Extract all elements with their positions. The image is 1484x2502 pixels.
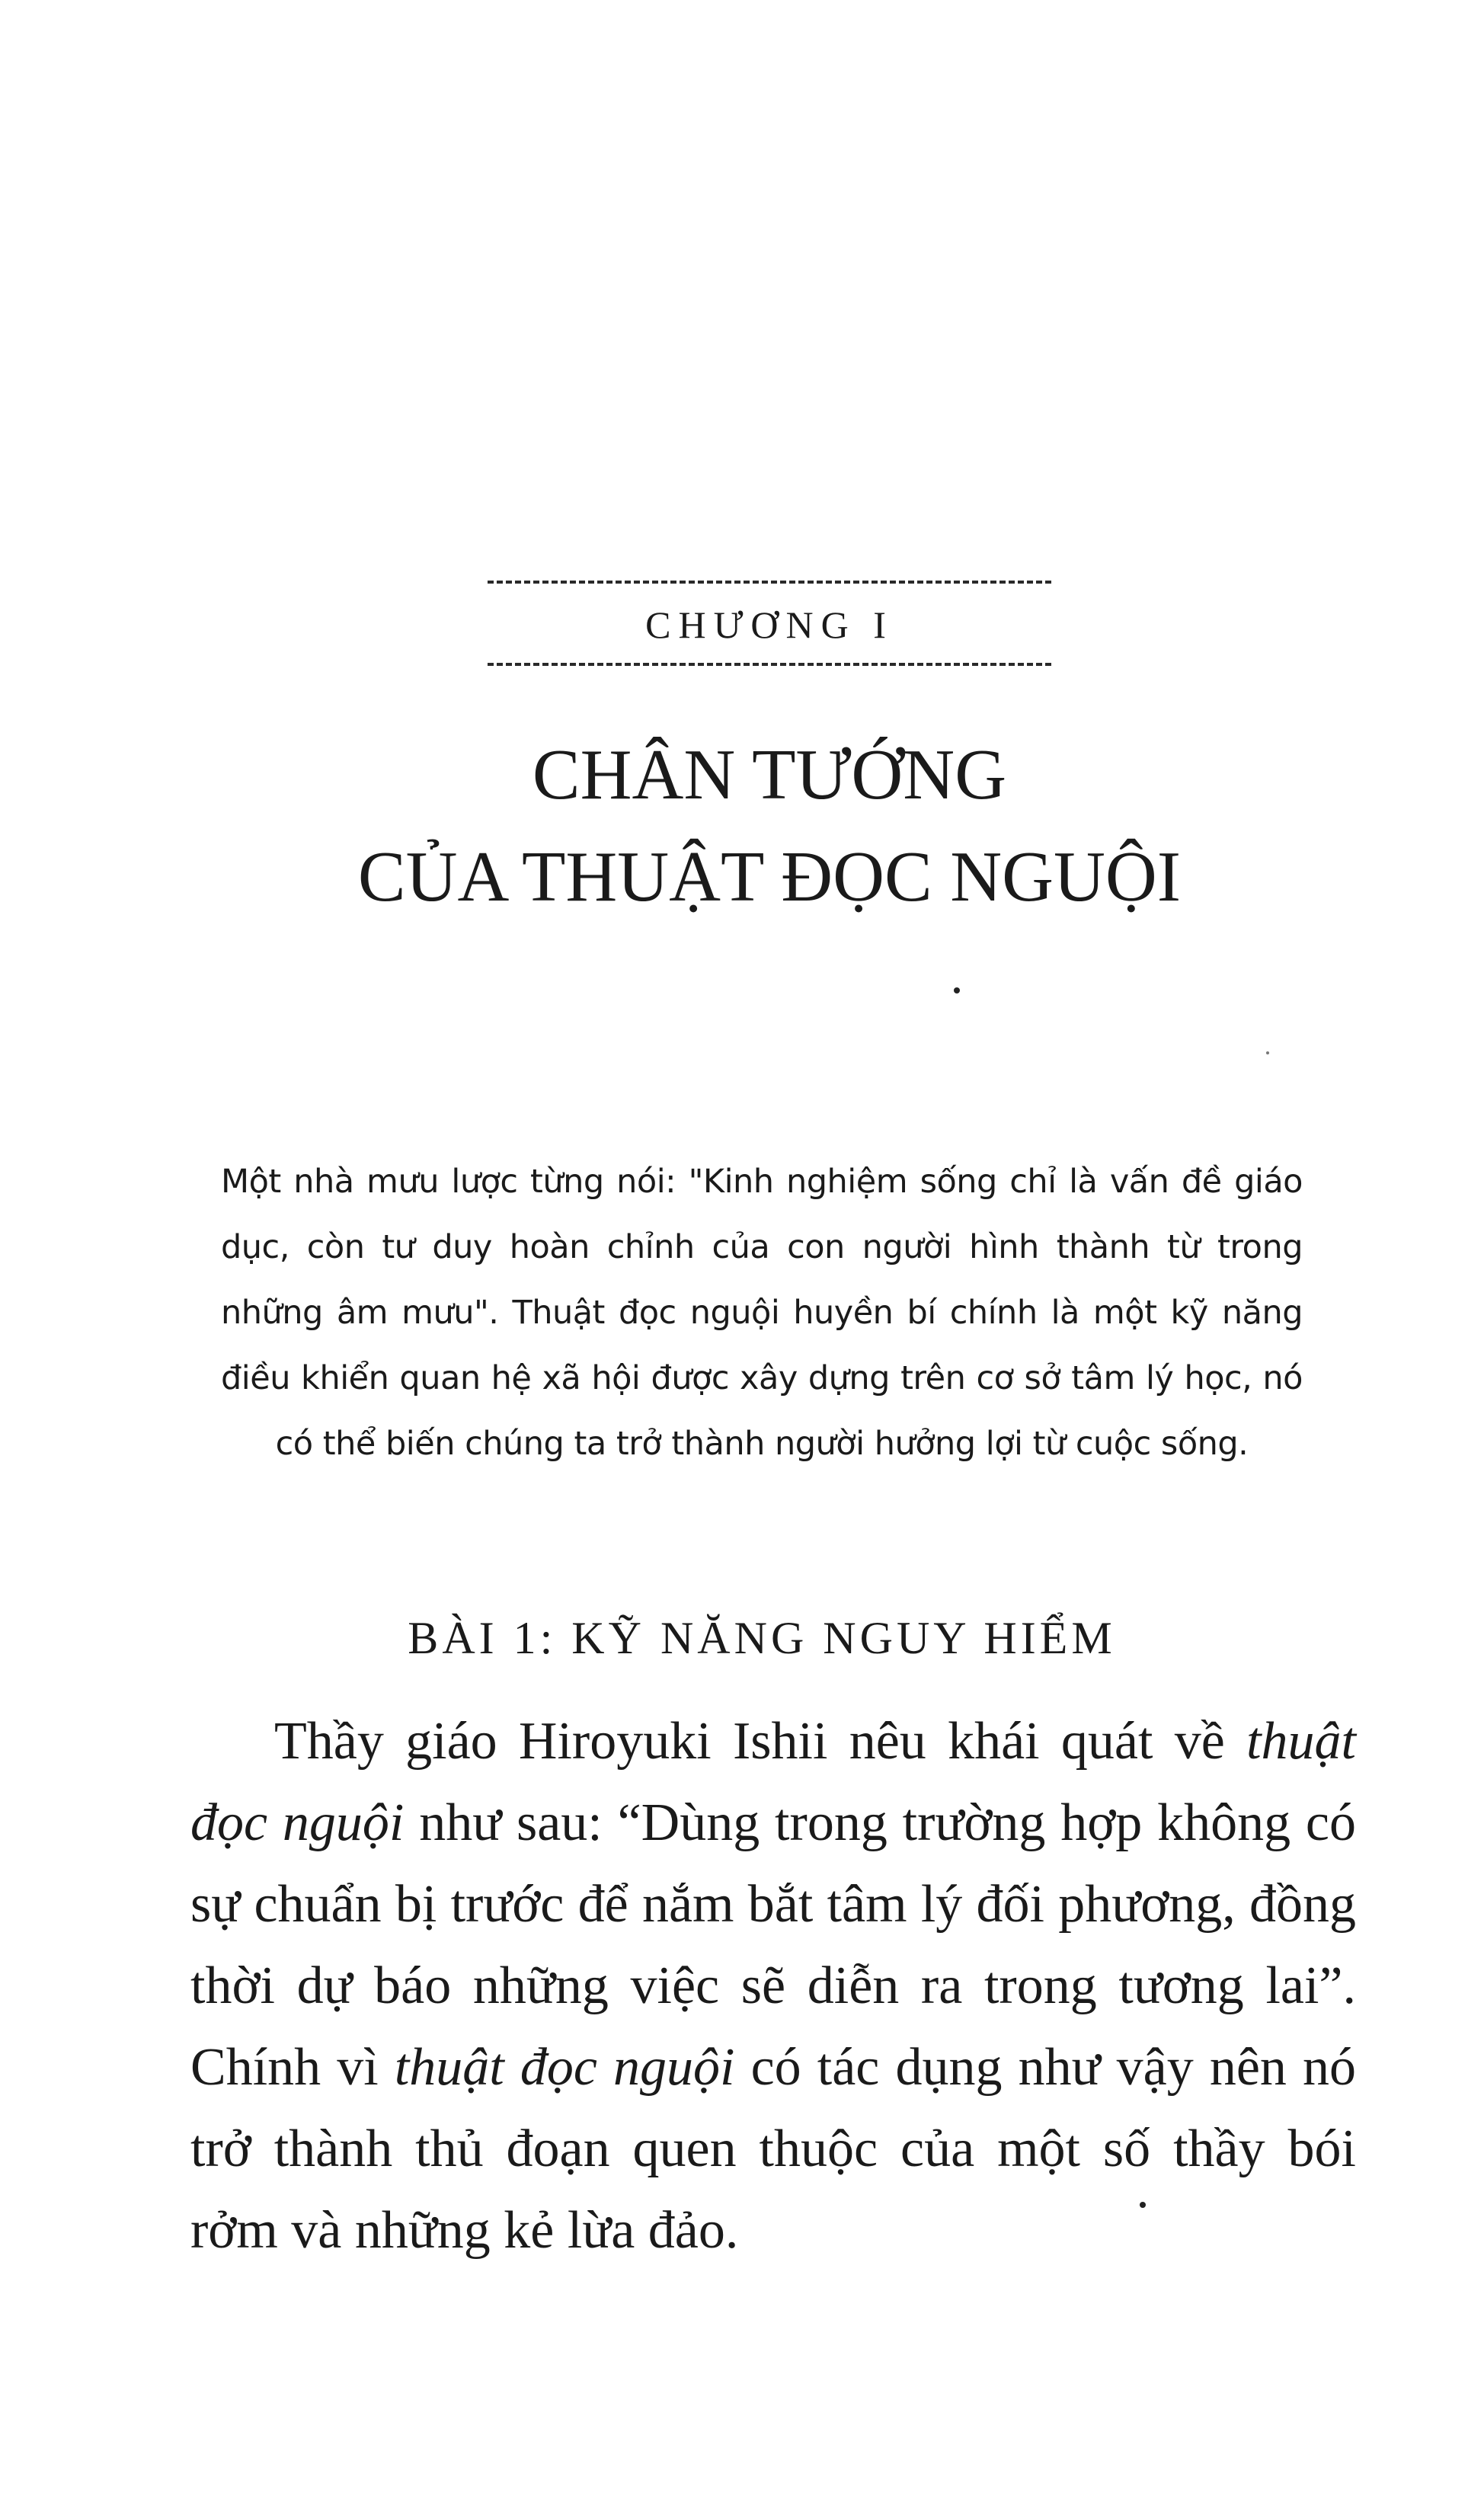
body-text-part-1: Thầy giáo Hiroyuki Ishii nêu khái quát về <box>274 1712 1247 1771</box>
body-text-part-2: như sau: “Dùng trong trường hợp không có sự chuẩn bị trước để nắm bắt tâm lý đối phương, đồng thời dự báo những việc sẽ diễn ra trong tương lai”. Chính vì <box>190 1793 1356 2097</box>
body-text-italic-2: thuật đọc nguội <box>394 2038 735 2097</box>
chapter-title <box>289 724 1249 928</box>
chapter-rule-bottom <box>488 663 1051 666</box>
section-heading: BÀI 1: KỸ NĂNG NGUY HIỂM <box>408 1613 1116 1663</box>
print-speck <box>1140 2202 1146 2208</box>
print-speck <box>954 987 960 993</box>
body-paragraph <box>190 1701 1356 2271</box>
chapter-title-line-1: CHÂN TƯỚNG <box>532 735 1007 814</box>
chapter-label: CHƯƠNG I <box>645 603 894 646</box>
print-speck <box>1266 1051 1269 1054</box>
chapter-rule-top <box>488 581 1051 584</box>
body-text-italic-1: thuật đọc nguội <box>190 1712 1356 1852</box>
chapter-intro-paragraph: Một nhà mưu lược từng nói: "Kinh nghiệm sống chỉ là vấn đề giáo dục, còn tư duy hoàn chỉnh của con người hình thành từ trong những âm mưu". Thuật đọc nguội huyền bí chính là một kỹ năng điều khiển quan hệ xã hội được xây dựng trên cơ sở tâm lý học, nó có thể biến chúng ta trở thành người hưởng lợi từ cuộc sống. <box>221 1163 1303 1463</box>
chapter-title-line-2: CỦA THUẬT ĐỌC NGUỘI <box>357 837 1182 917</box>
body-text-part-3: có tác dụng như vậy nên nó trở thành thủ đoạn quen thuộc của một số thầy bói rởm và những kẻ lừa đảo. <box>190 2038 1357 2260</box>
